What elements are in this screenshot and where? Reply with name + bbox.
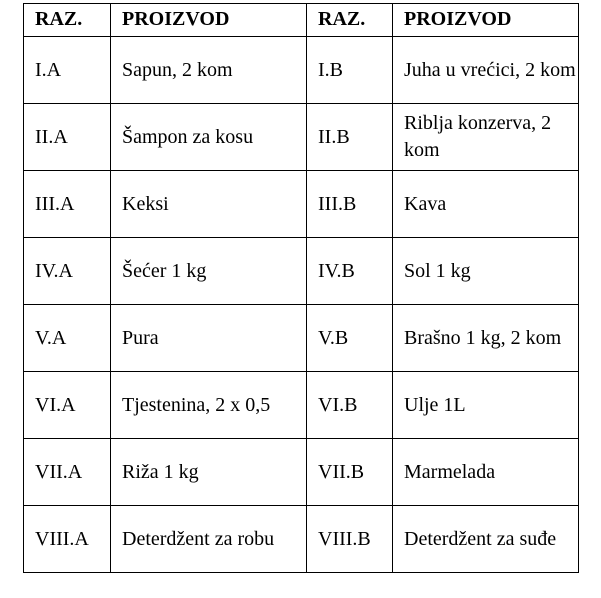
class-b-cell: VII.B	[307, 439, 393, 506]
table-row	[24, 37, 579, 104]
product-b-cell: Brašno 1 kg, 2 kom	[393, 305, 579, 372]
class-a-cell: I.A	[24, 37, 111, 104]
class-b-cell: VIII.B	[307, 506, 393, 573]
product-table	[23, 3, 579, 573]
class-b-cell: VI.B	[307, 372, 393, 439]
class-a-cell: II.A	[24, 104, 111, 171]
product-a-cell: Šećer 1 kg	[111, 238, 307, 305]
class-a-cell: VII.A	[24, 439, 111, 506]
product-a-cell: Tjestenina, 2 x 0,5	[111, 372, 307, 439]
header-product-b: PROIZVOD	[393, 4, 579, 37]
product-a-cell: Riža 1 kg	[111, 439, 307, 506]
product-b-cell: Deterdžent za suđe	[393, 506, 579, 573]
class-b-cell: IV.B	[307, 238, 393, 305]
header-class-b: RAZ.	[307, 4, 393, 37]
class-a-cell: VIII.A	[24, 506, 111, 573]
table-row	[24, 305, 579, 372]
class-a-cell: IV.A	[24, 238, 111, 305]
header-product-a: PROIZVOD	[111, 4, 307, 37]
table-row	[24, 238, 579, 305]
product-a-cell: Sapun, 2 kom	[111, 37, 307, 104]
class-a-cell: V.A	[24, 305, 111, 372]
product-a-cell: Keksi	[111, 171, 307, 238]
table-row	[24, 372, 579, 439]
product-a-cell: Pura	[111, 305, 307, 372]
product-a-cell: Deterdžent za robu	[111, 506, 307, 573]
class-a-cell: III.A	[24, 171, 111, 238]
product-b-cell: Kava	[393, 171, 579, 238]
product-b-cell: Marmelada	[393, 439, 579, 506]
product-a-cell: Šampon za kosu	[111, 104, 307, 171]
header-row	[24, 4, 579, 37]
class-b-cell: II.B	[307, 104, 393, 171]
table-row	[24, 506, 579, 573]
table-row	[24, 171, 579, 238]
product-b-cell: Riblja konzerva, 2 kom	[393, 104, 579, 171]
table-row	[24, 439, 579, 506]
class-a-cell: VI.A	[24, 372, 111, 439]
product-b-cell: Juha u vrećici, 2 kom	[393, 37, 579, 104]
class-b-cell: III.B	[307, 171, 393, 238]
product-b-cell: Ulje 1L	[393, 372, 579, 439]
product-b-cell: Sol 1 kg	[393, 238, 579, 305]
table-row	[24, 104, 579, 171]
class-b-cell: V.B	[307, 305, 393, 372]
header-class-a: RAZ.	[24, 4, 111, 37]
class-b-cell: I.B	[307, 37, 393, 104]
